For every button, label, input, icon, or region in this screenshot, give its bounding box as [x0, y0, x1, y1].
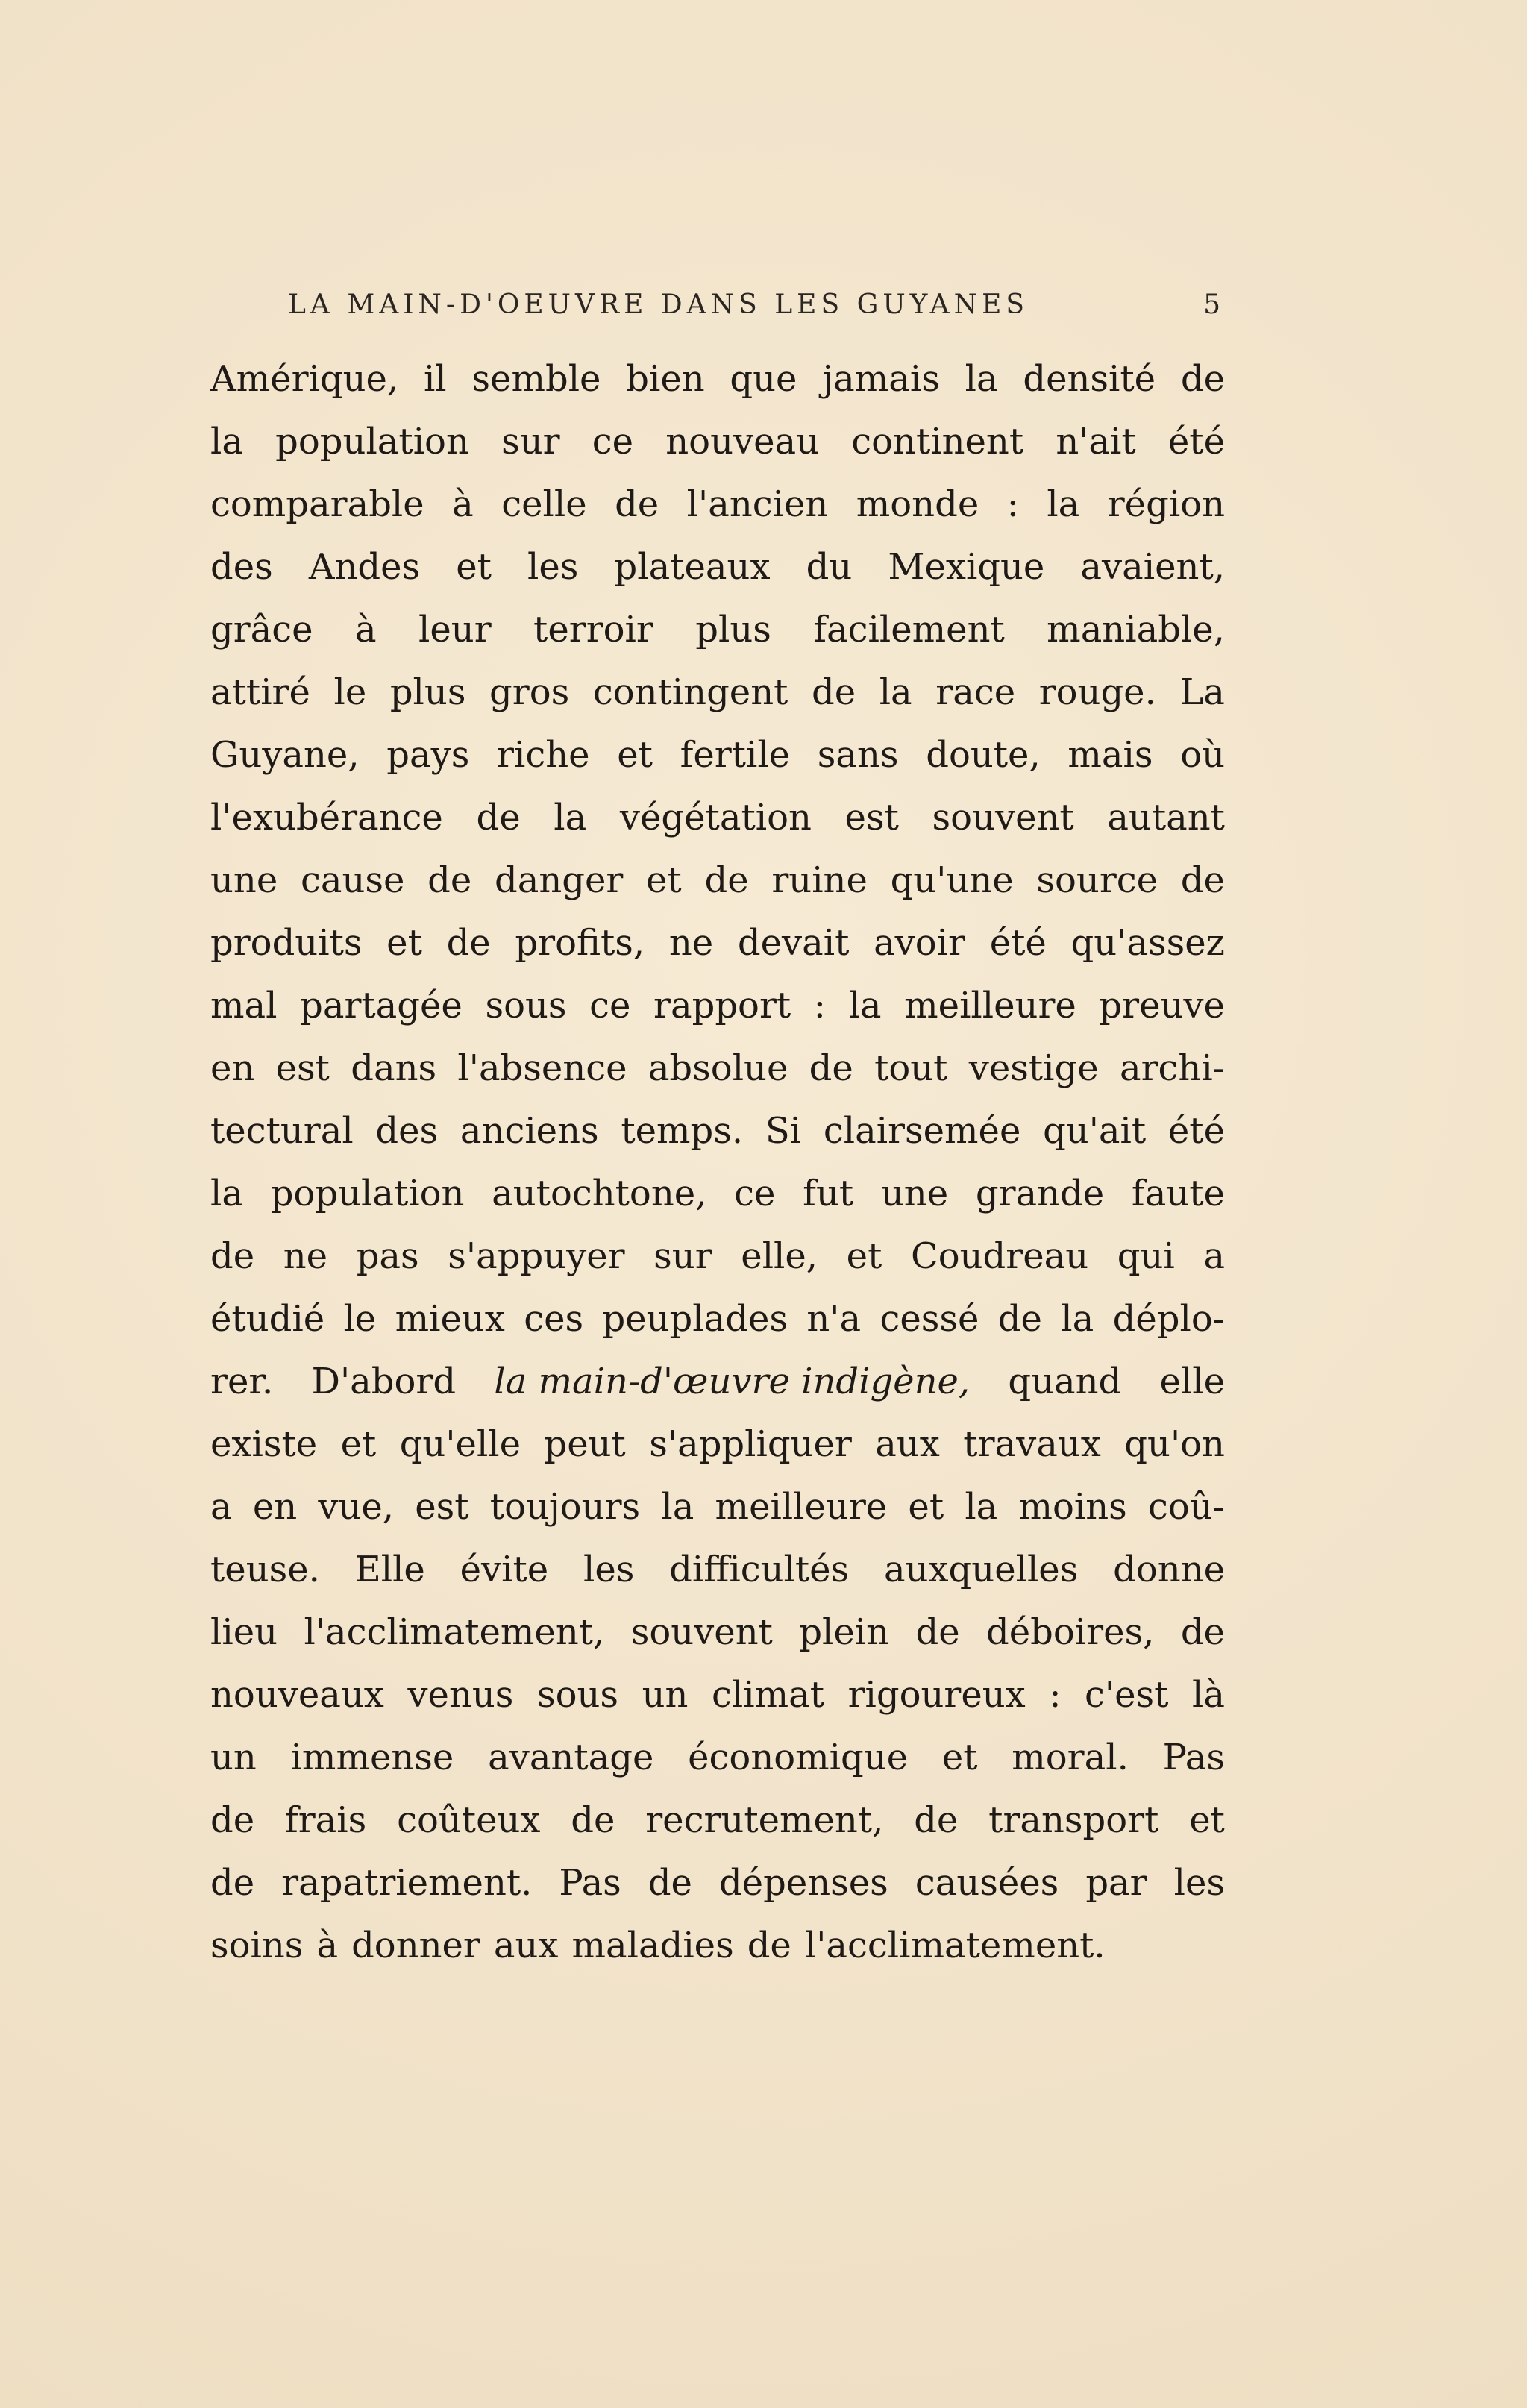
word: Pas: [1162, 1737, 1225, 1778]
word: l'ancien: [686, 483, 829, 525]
text-line: [210, 974, 1225, 1037]
word: monde: [856, 483, 979, 525]
word: travaux: [963, 1423, 1101, 1465]
word: produits: [210, 922, 363, 964]
word: Mexique: [888, 546, 1045, 588]
word: lieu: [210, 1611, 278, 1653]
word: ne: [668, 922, 714, 964]
word: de: [210, 1799, 255, 1841]
word: La: [1179, 671, 1225, 713]
word: de: [704, 859, 749, 901]
word: leur: [418, 609, 492, 650]
word: étudié: [210, 1298, 325, 1340]
word: qu'une: [890, 859, 1014, 901]
word: qu'ait: [1043, 1110, 1147, 1152]
word: la: [210, 1173, 243, 1214]
word: des: [210, 546, 273, 588]
word: source: [1036, 859, 1158, 901]
text-line: [210, 1288, 1225, 1350]
word: difficultés: [669, 1549, 850, 1590]
word: peut: [544, 1423, 626, 1465]
word: par: [1085, 1862, 1147, 1904]
word: de: [210, 1235, 255, 1277]
word: riche: [497, 734, 590, 776]
word: s'appuyer: [448, 1235, 625, 1277]
word: rapport: [653, 985, 791, 1026]
text-line: [210, 1852, 1225, 1914]
word: vue,: [318, 1486, 395, 1528]
word: plus: [695, 609, 771, 650]
word: qu'elle: [399, 1423, 521, 1465]
word: mieux: [395, 1298, 505, 1340]
word: comparable: [210, 483, 424, 525]
text-line: [210, 724, 1225, 786]
word: bien: [626, 358, 705, 400]
word: tout: [874, 1047, 948, 1089]
text-line: [210, 661, 1225, 724]
page-number: 5: [1203, 289, 1220, 320]
word: semble: [471, 358, 601, 400]
word: sur: [501, 421, 560, 463]
word: une: [880, 1173, 949, 1214]
word: sans: [817, 734, 899, 776]
word: s'appliquer: [649, 1423, 852, 1465]
word: ce: [592, 421, 634, 463]
word: causées: [915, 1862, 1059, 1904]
word: la: [965, 1486, 998, 1528]
word: de: [1180, 859, 1225, 901]
word: donner: [351, 1925, 480, 1966]
word: mais: [1067, 734, 1153, 776]
word: quand: [1008, 1361, 1122, 1402]
word: population: [270, 1173, 465, 1214]
word: de: [648, 1862, 692, 1904]
text-line: [210, 786, 1225, 849]
word: clairsemée: [823, 1110, 1021, 1152]
text-line: [210, 598, 1225, 661]
running-head-title: LA MAIN-D'OEUVRE DANS LES GUYANES: [288, 289, 1029, 320]
word: donne: [1113, 1549, 1225, 1590]
text-line: [210, 1789, 1225, 1852]
word: l'acclimatement,: [304, 1611, 605, 1653]
word: nouveaux: [210, 1674, 384, 1716]
word: cause: [300, 859, 405, 901]
word: économique: [688, 1737, 909, 1778]
word: climat: [712, 1674, 825, 1716]
text-line: [210, 410, 1225, 473]
word: maniable,: [1047, 609, 1225, 650]
word: archi-: [1119, 1047, 1225, 1089]
word: aux: [493, 1925, 559, 1966]
word: de: [914, 1799, 959, 1841]
word: rapatriement.: [281, 1862, 533, 1904]
text-line: [210, 1914, 1225, 1977]
word: déplo-: [1112, 1298, 1225, 1340]
word: et: [340, 1423, 377, 1465]
word: déboires,: [986, 1611, 1155, 1653]
word: végétation: [619, 797, 812, 838]
text-line: [210, 1350, 1225, 1413]
word: en: [252, 1486, 298, 1528]
word: race: [935, 671, 1016, 713]
text-line: [210, 1162, 1225, 1225]
word: autant: [1107, 797, 1225, 838]
word: ce: [734, 1173, 776, 1214]
text-line: [210, 1476, 1225, 1538]
word: plein: [799, 1611, 890, 1653]
word: et: [941, 1737, 978, 1778]
word: l'absence: [457, 1047, 627, 1089]
word: Coudreau: [910, 1235, 1089, 1277]
word: les: [1173, 1862, 1225, 1904]
text-line: [210, 1225, 1225, 1288]
word: faute: [1131, 1173, 1225, 1214]
word: est: [844, 797, 899, 838]
word: de: [1180, 1611, 1225, 1653]
word: jamais: [822, 358, 940, 400]
word: avantage: [488, 1737, 654, 1778]
text-line: [210, 912, 1225, 974]
word: terroir: [533, 609, 653, 650]
word: qui: [1117, 1235, 1175, 1277]
word: :: [1006, 483, 1019, 525]
word: évite: [460, 1549, 549, 1590]
word: souvent: [932, 797, 1074, 838]
word: toujours: [489, 1486, 641, 1528]
word: le: [343, 1298, 377, 1340]
word: été: [1167, 1110, 1225, 1152]
word: la: [661, 1486, 694, 1528]
word: où: [1180, 734, 1225, 776]
word: de: [446, 922, 491, 964]
word: densité: [1023, 358, 1156, 400]
word: de: [615, 483, 659, 525]
word: :: [813, 985, 826, 1026]
word: facilement: [813, 609, 1005, 650]
word: contingent: [592, 671, 788, 713]
word: le: [333, 671, 367, 713]
text-line: [210, 1100, 1225, 1162]
word: population: [275, 421, 469, 463]
word: Andes: [308, 546, 421, 588]
word: frais: [284, 1799, 367, 1841]
word: Si: [765, 1110, 802, 1152]
word: dépenses: [718, 1862, 888, 1904]
running-head: [288, 286, 1220, 324]
word: gros: [489, 671, 570, 713]
word: à: [452, 483, 474, 525]
word: et: [846, 1235, 882, 1277]
word: soins: [210, 1925, 304, 1966]
word: maladies: [571, 1925, 734, 1966]
word: un: [210, 1737, 257, 1778]
text-line: [210, 1037, 1225, 1100]
word: l'exubérance: [210, 797, 443, 838]
word: transport: [988, 1799, 1159, 1841]
word: pas: [356, 1235, 419, 1277]
word: à: [316, 1925, 339, 1966]
word: recrutement,: [645, 1799, 884, 1841]
word: il: [423, 358, 447, 400]
word: grande: [975, 1173, 1105, 1214]
word: est: [415, 1486, 469, 1528]
word: cessé: [879, 1298, 979, 1340]
word: profits,: [515, 922, 645, 964]
word: n'a: [806, 1298, 862, 1340]
word: Amérique,: [210, 358, 399, 400]
word: les: [527, 546, 579, 588]
word: attiré: [210, 671, 310, 713]
word: moins: [1018, 1486, 1127, 1528]
word: qu'assez: [1070, 922, 1225, 964]
word: nouveau: [665, 421, 820, 463]
word: la: [848, 985, 882, 1026]
word: ce: [589, 985, 631, 1026]
word: à: [354, 609, 377, 650]
word: la: [1061, 1298, 1094, 1340]
word: mal: [210, 985, 278, 1026]
word: fertile: [680, 734, 791, 776]
word: elle,: [741, 1235, 818, 1277]
word: de: [427, 859, 472, 901]
text-line: [210, 348, 1225, 410]
word: existe: [210, 1423, 318, 1465]
word: de: [809, 1047, 853, 1089]
text-line: [210, 1664, 1225, 1726]
word: la: [1047, 483, 1080, 525]
word: fut: [803, 1173, 854, 1214]
word: sous: [485, 985, 567, 1026]
word: peuplades: [602, 1298, 788, 1340]
word: en: [210, 1047, 255, 1089]
word: et: [386, 922, 422, 964]
word: de: [747, 1925, 791, 1966]
word: sur: [653, 1235, 712, 1277]
word: anciens: [460, 1110, 599, 1152]
word: D'abord: [311, 1361, 457, 1402]
text-line: [210, 1538, 1225, 1601]
word: vestige: [968, 1047, 1099, 1089]
word: rouge.: [1038, 671, 1156, 713]
italic-phrase: la main-d'œuvre indigène,: [494, 1361, 971, 1402]
word: les: [583, 1549, 635, 1590]
word: c'est: [1085, 1674, 1169, 1716]
word: tectural: [210, 1110, 354, 1152]
word: et: [617, 734, 653, 776]
word: région: [1107, 483, 1225, 525]
text-line: [210, 849, 1225, 912]
word: pays: [386, 734, 470, 776]
word: avaient,: [1080, 546, 1225, 588]
word: un: [642, 1674, 689, 1716]
word: teuse.: [210, 1549, 320, 1590]
word: est: [275, 1047, 330, 1089]
word: ne: [283, 1235, 328, 1277]
word: la: [554, 797, 587, 838]
word: plateaux: [614, 546, 771, 588]
word: avoir: [874, 922, 965, 964]
word: grâce: [210, 609, 313, 650]
word: l'acclimatement.: [804, 1925, 1106, 1966]
text-line: [210, 1601, 1225, 1664]
word: preuve: [1099, 985, 1225, 1026]
word: Pas: [559, 1862, 621, 1904]
word: n'ait: [1056, 421, 1136, 463]
word: de: [210, 1862, 255, 1904]
word: meilleure: [904, 985, 1076, 1026]
word: :: [1049, 1674, 1062, 1716]
word: des: [375, 1110, 439, 1152]
word: que: [730, 358, 797, 400]
word: partagée: [300, 985, 463, 1026]
text-line: [210, 1726, 1225, 1789]
word: danger: [494, 859, 624, 901]
word: plus: [389, 671, 466, 713]
word: a: [210, 1486, 232, 1528]
word: la: [879, 671, 912, 713]
word: temps.: [621, 1110, 744, 1152]
word: devait: [737, 922, 850, 964]
word: venus: [407, 1674, 514, 1716]
text-line: [210, 473, 1225, 536]
word: de: [997, 1298, 1042, 1340]
word: doute,: [926, 734, 1041, 776]
word: et: [456, 546, 492, 588]
word: été: [1167, 421, 1225, 463]
word: là: [1192, 1674, 1225, 1716]
word: a: [1203, 1235, 1225, 1277]
word: continent: [851, 421, 1024, 463]
word: de: [915, 1611, 960, 1653]
word: moral.: [1012, 1737, 1129, 1778]
word: rer.: [210, 1361, 274, 1402]
word: rigoureux: [847, 1674, 1026, 1716]
word: autochtone,: [492, 1173, 707, 1214]
word: et: [1189, 1799, 1225, 1841]
word: qu'on: [1124, 1423, 1225, 1465]
word: coû-: [1148, 1486, 1225, 1528]
word: une: [210, 859, 278, 901]
word: la: [210, 421, 243, 463]
word: immense: [290, 1737, 454, 1778]
word: souvent: [630, 1611, 773, 1653]
word: aux: [875, 1423, 940, 1465]
word: dans: [351, 1047, 437, 1089]
word: meilleure: [715, 1486, 888, 1528]
word: elle: [1159, 1361, 1225, 1402]
word: celle: [501, 483, 587, 525]
word: été: [989, 922, 1047, 964]
word: de: [476, 797, 521, 838]
word: coûteux: [397, 1799, 541, 1841]
word: ces: [524, 1298, 584, 1340]
word: de: [571, 1799, 615, 1841]
word: de: [811, 671, 856, 713]
word: Guyane,: [210, 734, 360, 776]
word: ruine: [771, 859, 868, 901]
word: sous: [536, 1674, 619, 1716]
word: et: [646, 859, 682, 901]
word: du: [806, 546, 853, 588]
word: la: [965, 358, 998, 400]
word: auxquelles: [883, 1549, 1079, 1590]
word: Elle: [354, 1549, 425, 1590]
word: et: [908, 1486, 944, 1528]
text-line: [210, 1413, 1225, 1476]
word: de: [1180, 358, 1225, 400]
word: absolue: [648, 1047, 788, 1089]
body-text: [210, 348, 1225, 1977]
text-line: [210, 536, 1225, 598]
